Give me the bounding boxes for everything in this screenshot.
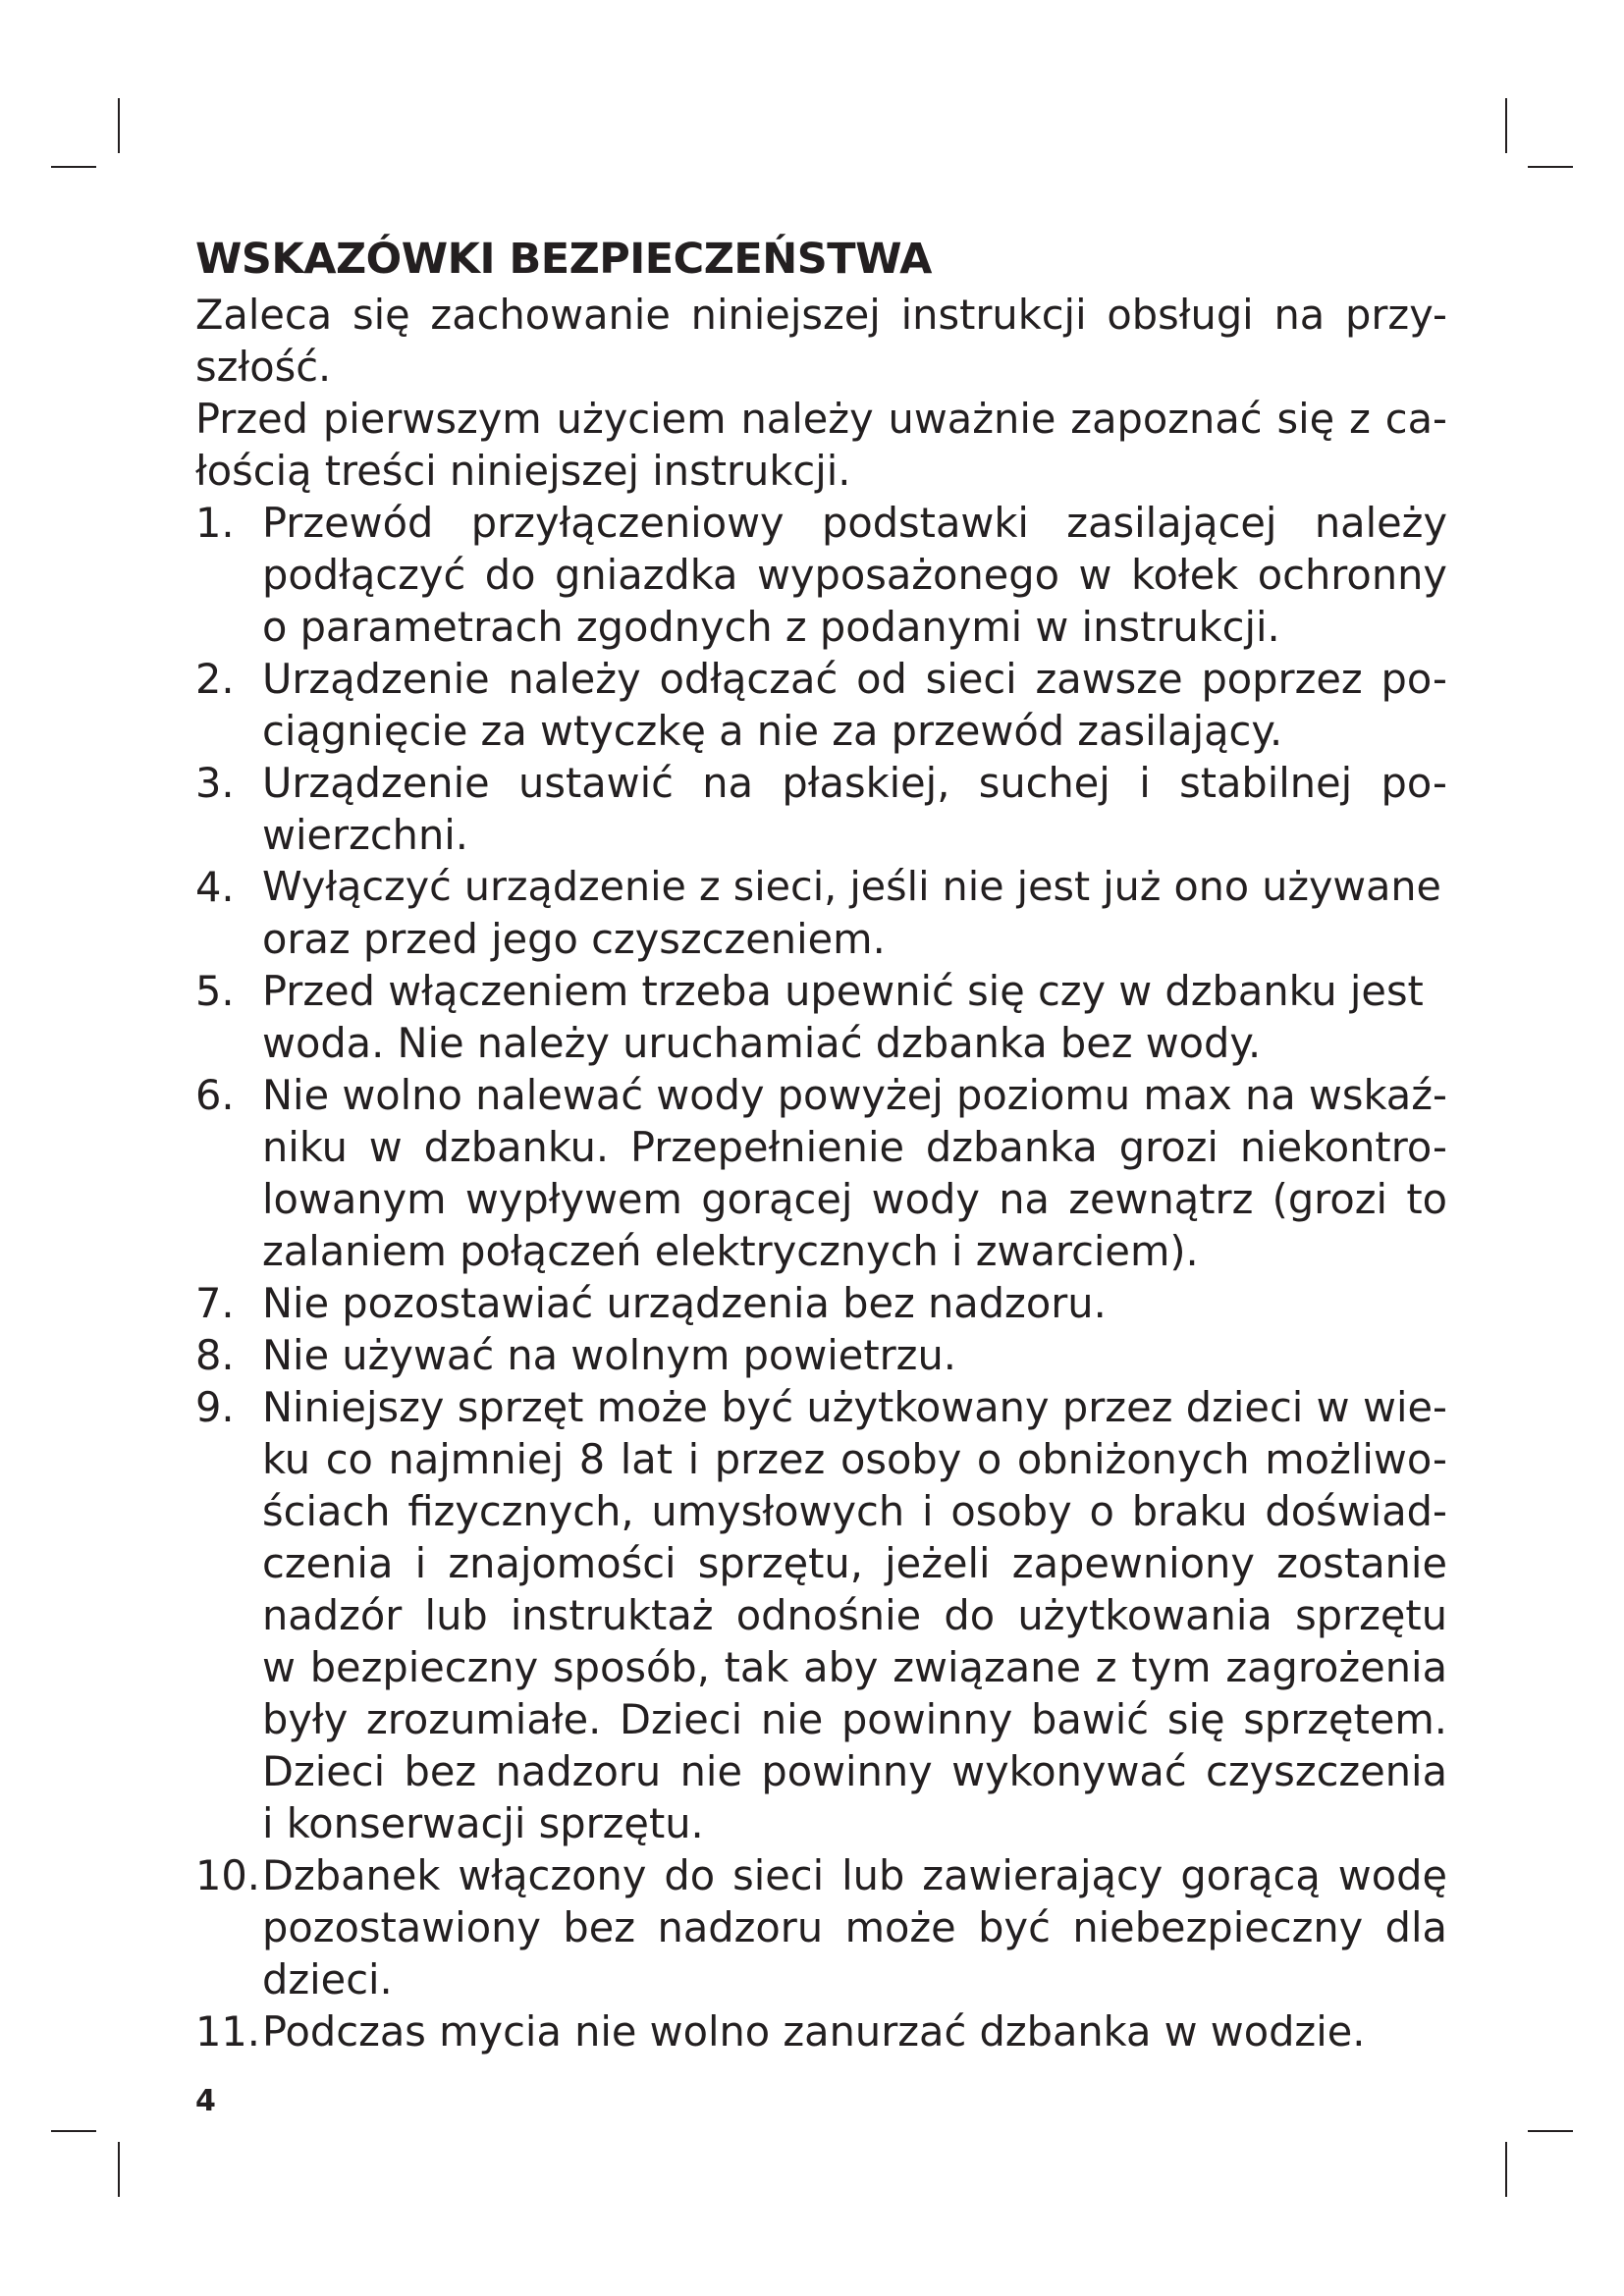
item-line: pozostawiony bez nadzoru może być niebezpieczny dla <box>262 1903 1447 1951</box>
item-line: Przewód przyłączeniowy podstawki zasilającej należy <box>262 499 1447 547</box>
intro-paragraph-1 <box>195 289 1447 393</box>
item-line: ciągnięcie za wtyczkę a nie za przewód zasilający. <box>262 707 1283 755</box>
safety-item-5 <box>195 965 1447 1069</box>
crop-mark-bottom-left-vertical <box>118 2142 120 2197</box>
crop-mark-top-right-vertical <box>1505 98 1507 153</box>
item-line: Urządzenie ustawić na płaskiej, suchej i stabilnej po- <box>262 759 1447 807</box>
item-line: woda. Nie należy uruchamiać dzbanka bez wody. <box>262 1019 1262 1067</box>
item-line: Nie używać na wolnym powietrzu. <box>262 1331 956 1379</box>
item-line: Przed włączeniem trzeba upewnić się czy w dzbanku jest <box>262 967 1424 1015</box>
item-number: 8. <box>195 1331 235 1379</box>
item-line: oraz przed jego czyszczeniem. <box>262 915 886 963</box>
safety-item-2 <box>195 653 1447 757</box>
item-number: 5. <box>195 967 235 1015</box>
item-line: w bezpieczny sposób, tak aby związane z tym zagrożenia <box>262 1643 1447 1691</box>
item-line: wierzchni. <box>262 811 468 859</box>
item-line: Urządzenie należy odłączać od sieci zawsze poprzez po- <box>262 655 1447 703</box>
item-line: ściach fizycznych, umysłowych i osoby o braku doświad- <box>262 1487 1447 1535</box>
crop-mark-top-left-horizontal <box>51 166 96 168</box>
item-line: niku w dzbanku. Przepełnienie dzbanka grozi niekontro- <box>262 1123 1447 1171</box>
item-number: 3. <box>195 759 235 807</box>
item-line: Niniejszy sprzęt może być użytkowany przez dzieci w wie- <box>262 1383 1447 1431</box>
safety-item-9 <box>195 1381 1447 1849</box>
item-line: i konserwacji sprzętu. <box>262 1799 704 1847</box>
intro-line: Przed pierwszym użyciem należy uważnie zapoznać się z ca- <box>195 395 1447 443</box>
item-line: Nie pozostawiać urządzenia bez nadzoru. <box>262 1279 1107 1327</box>
safety-item-11 <box>195 2005 1447 2057</box>
safety-item-10 <box>195 1849 1447 2005</box>
item-line: podłączyć do gniazdka wyposażonego w kołek ochronny <box>262 551 1447 599</box>
page-number: 4 <box>195 2084 216 2118</box>
item-line: o parametrach zgodnych z podanymi w instrukcji. <box>262 603 1280 651</box>
item-number: 2. <box>195 655 235 703</box>
item-number: 9. <box>195 1383 235 1431</box>
crop-mark-top-right-horizontal <box>1528 166 1573 168</box>
item-line: Nie wolno nalewać wody powyżej poziomu max na wskaź- <box>262 1071 1447 1119</box>
crop-mark-bottom-right-vertical <box>1505 2142 1507 2197</box>
item-line: Dzbanek włączony do sieci lub zawierający gorącą wodę <box>262 1851 1447 1899</box>
section-heading: WSKAZÓWKI BEZPIECZEŃSTWA <box>195 235 932 284</box>
crop-mark-bottom-right-horizontal <box>1528 2130 1573 2132</box>
item-line: Wyłączyć urządzenie z sieci, jeśli nie jest już ono używane <box>262 863 1441 910</box>
item-line: ku co najmniej 8 lat i przez osoby o obniżonych możliwo- <box>262 1435 1447 1483</box>
page-content <box>195 230 1447 2057</box>
item-number: 11. <box>195 2007 260 2056</box>
item-number: 7. <box>195 1279 235 1327</box>
safety-item-7 <box>195 1277 1447 1329</box>
safety-item-1 <box>195 497 1447 653</box>
item-line: zalaniem połączeń elektrycznych i zwarciem). <box>262 1227 1199 1275</box>
item-line: nadzór lub instruktaż odnośnie do użytkowania sprzętu <box>262 1591 1447 1639</box>
intro-line: szłość. <box>195 343 332 391</box>
safety-item-4 <box>195 861 1447 965</box>
item-line: Podczas mycia nie wolno zanurzać dzbanka w wodzie. <box>262 2007 1366 2056</box>
intro-line: łością treści niniejszej instrukcji. <box>195 447 851 495</box>
item-line: były zrozumiałe. Dzieci nie powinny bawić się sprzętem. <box>262 1695 1447 1743</box>
item-number: 6. <box>195 1071 235 1119</box>
safety-item-6 <box>195 1069 1447 1277</box>
item-line: czenia i znajomości sprzętu, jeżeli zapewniony zostanie <box>262 1539 1447 1587</box>
safety-list <box>195 497 1447 2057</box>
intro-line: Zaleca się zachowanie niniejszej instrukcji obsługi na przy- <box>195 291 1447 339</box>
item-number: 4. <box>195 863 235 911</box>
item-number: 10. <box>195 1851 260 1899</box>
safety-item-3 <box>195 757 1447 861</box>
intro-paragraph-2 <box>195 393 1447 497</box>
item-line: lowanym wypływem gorącej wody na zewnątrz (grozi to <box>262 1175 1447 1223</box>
item-line: dzieci. <box>262 1955 393 2003</box>
safety-item-8 <box>195 1329 1447 1381</box>
crop-mark-top-left-vertical <box>118 98 120 153</box>
item-number: 1. <box>195 499 235 547</box>
item-line: Dzieci bez nadzoru nie powinny wykonywać czyszczenia <box>262 1747 1447 1795</box>
crop-mark-bottom-left-horizontal <box>51 2130 96 2132</box>
